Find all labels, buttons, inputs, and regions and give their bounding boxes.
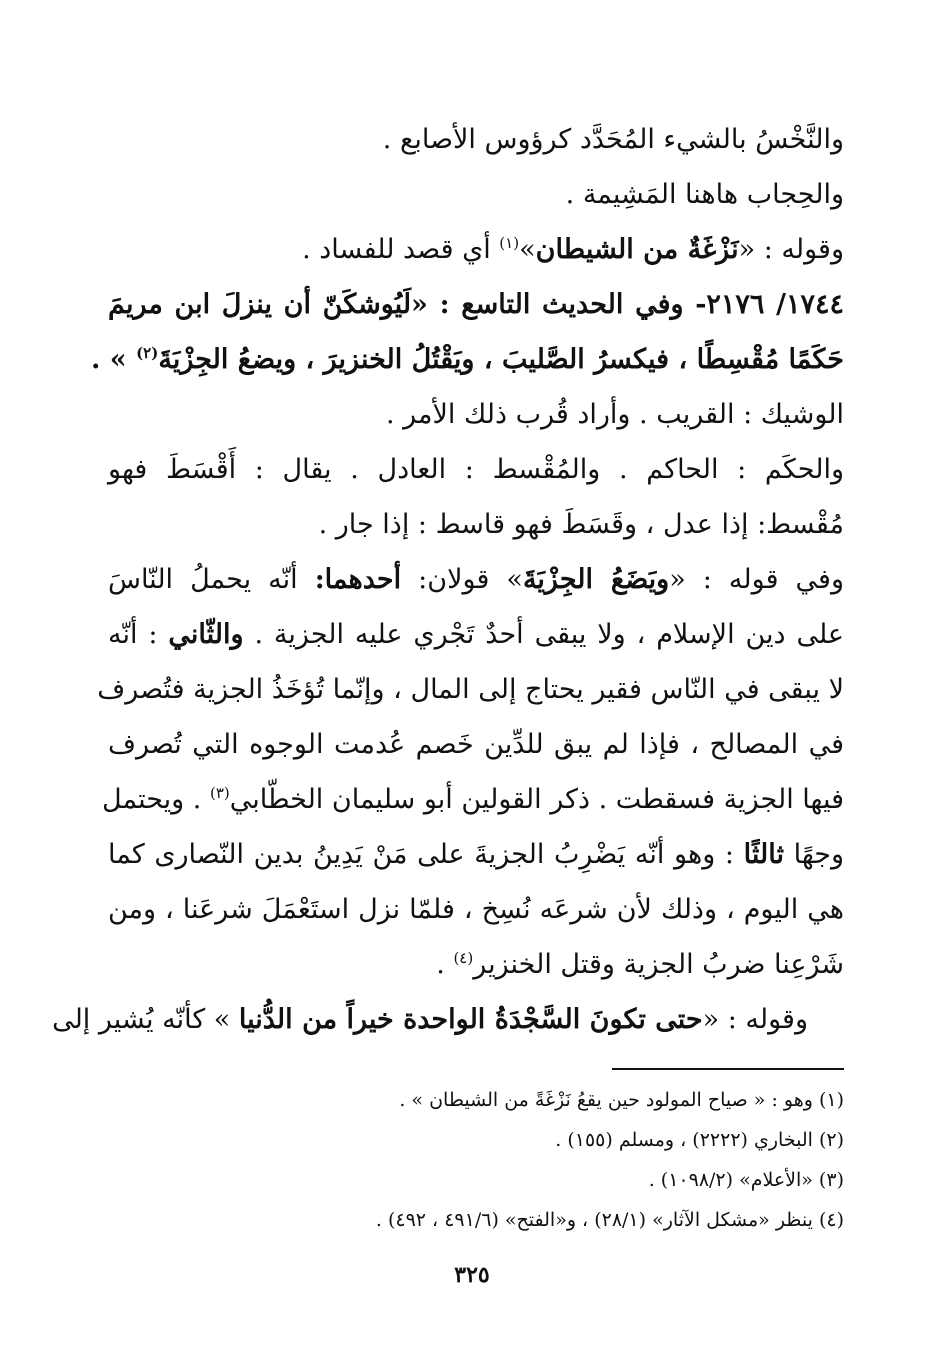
- text-line-11: لا يبقى في النّاس فقير يحتاج إلى المال ، وإنّما تُؤخَذُ الجزية فتُصرف: [97, 674, 844, 705]
- footnote-1: (١) وهو : « صياح المولود حين يقعُ نَزْغَةً من الشيطان » .: [399, 1089, 844, 1111]
- footnote-ref-2: (٢): [136, 344, 159, 362]
- keyword: أحدهما:: [314, 564, 402, 595]
- text-line-3: وقوله : «نَزْغَةٌ من الشيطان»$^{(١)}$ أي قصد للفساد .: [302, 234, 844, 265]
- text-line-10: على دين الإسلام ، ولا يبقى أحدٌ تَجْري عليه الجزية . والثّاني : أنّه: [108, 619, 845, 650]
- text-line-15: هي اليوم ، وذلك لأن شرعَه نُسِخ ، فلمّا نزل استَعْمَلَ شرعَنا ، ومن: [108, 894, 844, 925]
- text-line-8: مُقْسط: إذا عدل ، وقَسَطَ فهو قاسط : إذا جار .: [318, 509, 844, 540]
- text-line-17: وقوله : «حتى تكونَ السَّجْدَةُ الواحدة خيراً من الدُّنيا » كأنّه يُشير إلى: [52, 1004, 808, 1035]
- footnote-3: (٣) «الأعلام» (١٠٩٨/٢) .: [648, 1169, 844, 1191]
- footnote-2: (٢) البخاري (٢٢٢٢) ، ومسلم (١٥٥) .: [555, 1129, 844, 1151]
- footnotes: [200, 1080, 844, 1240]
- keyword: والثّاني: [168, 619, 244, 650]
- footnote-ref-4: (٤): [453, 949, 474, 967]
- text-line-6: الوشيك : القريب . وأراد قُرب ذلك الأمر .: [385, 399, 844, 430]
- page-number: ٣٢٥: [454, 1262, 490, 1288]
- footnote-4: (٤) ينظر «مشكل الآثار» (٢٨/١) ، و«الفتح» (٤٩١/٦ ، ٤٩٢) .: [375, 1209, 844, 1231]
- main-text: [52, 112, 845, 1047]
- footnote-divider: [612, 1068, 844, 1070]
- text-line-13: فيها الجزية فسقطت . ذكر القولين أبو سليمان الخطّابي$^{(٣)}$ . ويحتمل: [102, 784, 844, 815]
- text-line-14: وجهًا ثالثًا : وهو أنّه يَضْرِبُ الجزيةَ على مَنْ يَدِينُ بدين النّصارى كما: [108, 839, 845, 870]
- quoted-phrase: ويَضَعُ الجِزْيَةَ: [522, 564, 670, 595]
- keyword: ثالثًا: [743, 839, 784, 870]
- text-line-16: شَرْعِنا ضربُ الجزية وقتل الخنزير$^{(٤)}$ .: [436, 949, 844, 980]
- text-line-7: والحكَم : الحاكم . والمُقْسط : العادل . يقال : أَقْسَطَ فهو: [108, 454, 844, 485]
- text-line-2: والحِجاب هاهنا المَشِيمة .: [565, 179, 844, 210]
- hadith-line-2: حَكَمًا مُقْسِطًا ، فيكسرُ الصَّليبَ ، ويَقْتُلُ الخنزيرَ ، ويضعُ الجِزْيَةَ$^{(٢)}$ » .: [90, 344, 844, 375]
- quoted-phrase: حتى تكونَ السَّجْدَةُ الواحدة خيراً من الدُّنيا: [238, 1004, 703, 1035]
- quoted-phrase: نَزْغَةٌ من الشيطان: [535, 234, 739, 265]
- text-line-9: وفي قوله : «ويَضَعُ الجِزْيَةَ» قولان: أحدهما: أنّه يحملُ النّاسَ: [108, 564, 844, 595]
- text-line-12: في المصالح ، فإذا لم يبق للدِّين خَصم عُدمت الوجوه التي تُصرف: [108, 729, 844, 760]
- footnote-ref-1: (١): [499, 234, 520, 252]
- footnote-ref-3: (٣): [209, 784, 230, 802]
- hadith-line-1: ١٧٤٤/ ٢١٧٦- وفي الحديث التاسع : «لَيُوشكَنّ أن ينزلَ ابن مريمَ: [108, 289, 844, 320]
- text-line-1: والنَّخْسُ بالشيء المُحَدَّد كرؤوس الأصابع .: [382, 124, 844, 155]
